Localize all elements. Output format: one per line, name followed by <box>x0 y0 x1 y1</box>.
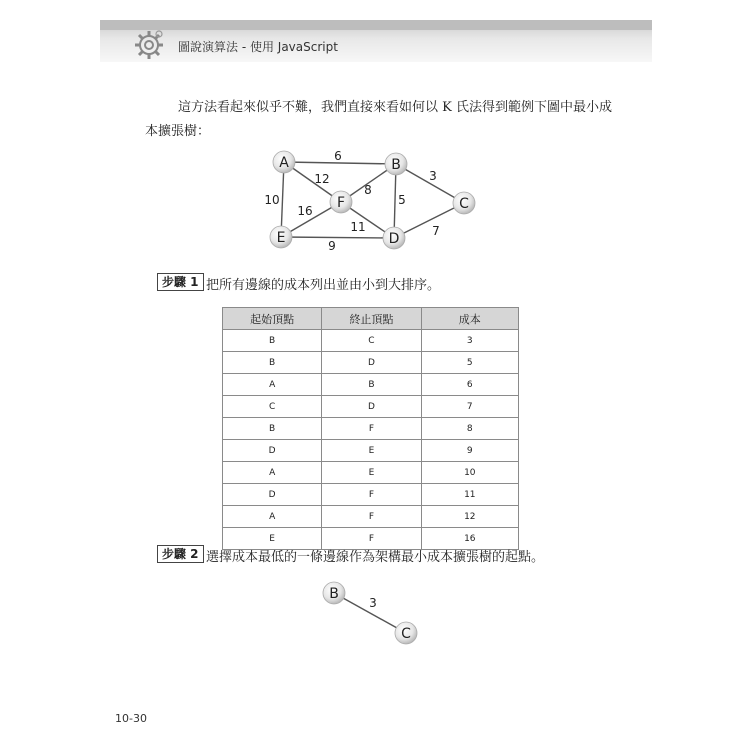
table-row <box>223 484 519 506</box>
step-2-label: 步驟 2 <box>157 545 204 563</box>
edge-weight-label: 6 <box>334 149 342 163</box>
step-1-label: 步驟 1 <box>157 273 204 291</box>
cell-cost: 6 <box>421 374 518 396</box>
header-start-vertex: 起始頂點 <box>223 308 322 330</box>
edge-weight-label: 3 <box>429 169 437 183</box>
header-band-top <box>100 20 652 30</box>
node-label: C <box>459 196 469 212</box>
node-label: F <box>336 195 346 211</box>
edge-weight-label: 5 <box>398 193 406 207</box>
table-row <box>223 506 519 528</box>
node-label: A <box>279 155 289 171</box>
edge-cost-table <box>222 307 519 550</box>
cell-start: A <box>223 506 322 528</box>
node-label: B <box>391 157 401 173</box>
edge-weight-label: 8 <box>364 183 372 197</box>
edge-weight-label: 3 <box>369 596 377 610</box>
table-row <box>223 374 519 396</box>
table-row <box>223 418 519 440</box>
node-label: E <box>276 230 286 246</box>
page-number: 10-30 <box>115 712 147 725</box>
cell-start: C <box>223 396 322 418</box>
intro-line-2: 本擴張樹： <box>145 124 211 139</box>
cell-cost: 12 <box>421 506 518 528</box>
cell-start: D <box>223 484 322 506</box>
book-title: 圖說演算法 - 使用 JavaScript <box>178 40 338 54</box>
node-label: D <box>388 231 400 247</box>
cell-end: F <box>322 528 421 550</box>
table-row <box>223 396 519 418</box>
cell-end: E <box>322 462 421 484</box>
cell-start: A <box>223 462 322 484</box>
intro-paragraph <box>145 96 652 144</box>
cell-cost: 9 <box>421 440 518 462</box>
edge-weight-label: 11 <box>350 220 366 234</box>
edge-e-d <box>281 237 394 238</box>
cell-start: B <box>223 352 322 374</box>
node-label: B <box>329 586 339 602</box>
cell-cost: 11 <box>421 484 518 506</box>
cell-end: F <box>322 484 421 506</box>
graph-diagram-step-2 <box>318 580 428 650</box>
cell-end: F <box>322 506 421 528</box>
table-row <box>223 330 519 352</box>
cell-start: D <box>223 440 322 462</box>
cell-end: D <box>322 352 421 374</box>
gear-icon <box>132 28 166 62</box>
cell-cost: 5 <box>421 352 518 374</box>
node-label: C <box>401 626 411 642</box>
cell-cost: 8 <box>421 418 518 440</box>
cell-cost: 16 <box>421 528 518 550</box>
edge-weight-label: 10 <box>264 193 280 207</box>
edge-weight-label: 7 <box>432 224 440 238</box>
cell-start: E <box>223 528 322 550</box>
table-row <box>223 440 519 462</box>
cell-end: D <box>322 396 421 418</box>
cell-end: C <box>322 330 421 352</box>
edge-weight-label: 16 <box>297 204 313 218</box>
header-end-vertex: 終止頂點 <box>322 308 421 330</box>
table-header-row <box>223 308 519 330</box>
cell-end: E <box>322 440 421 462</box>
cell-start: A <box>223 374 322 396</box>
cell-cost: 10 <box>421 462 518 484</box>
edge-weight-label: 9 <box>328 239 336 253</box>
edge-weight-label: 12 <box>314 172 330 186</box>
header-cost: 成本 <box>421 308 518 330</box>
table-row <box>223 462 519 484</box>
cell-start: B <box>223 418 322 440</box>
intro-line-1: 這方法看起來似乎不難，我們直接來看如何以 K 氏法得到範例下圖中最小成 <box>178 100 612 115</box>
edge-c-d <box>394 203 464 238</box>
cell-cost: 3 <box>421 330 518 352</box>
cell-end: B <box>322 374 421 396</box>
step-2-text: 選擇成本最低的一條邊線作為架構最小成本擴張樹的起點。 <box>206 550 545 565</box>
table-row <box>223 352 519 374</box>
graph-diagram <box>250 148 490 258</box>
cell-cost: 7 <box>421 396 518 418</box>
cell-end: F <box>322 418 421 440</box>
step-1-text: 把所有邊線的成本列出並由小到大排序。 <box>206 278 441 293</box>
cell-start: B <box>223 330 322 352</box>
